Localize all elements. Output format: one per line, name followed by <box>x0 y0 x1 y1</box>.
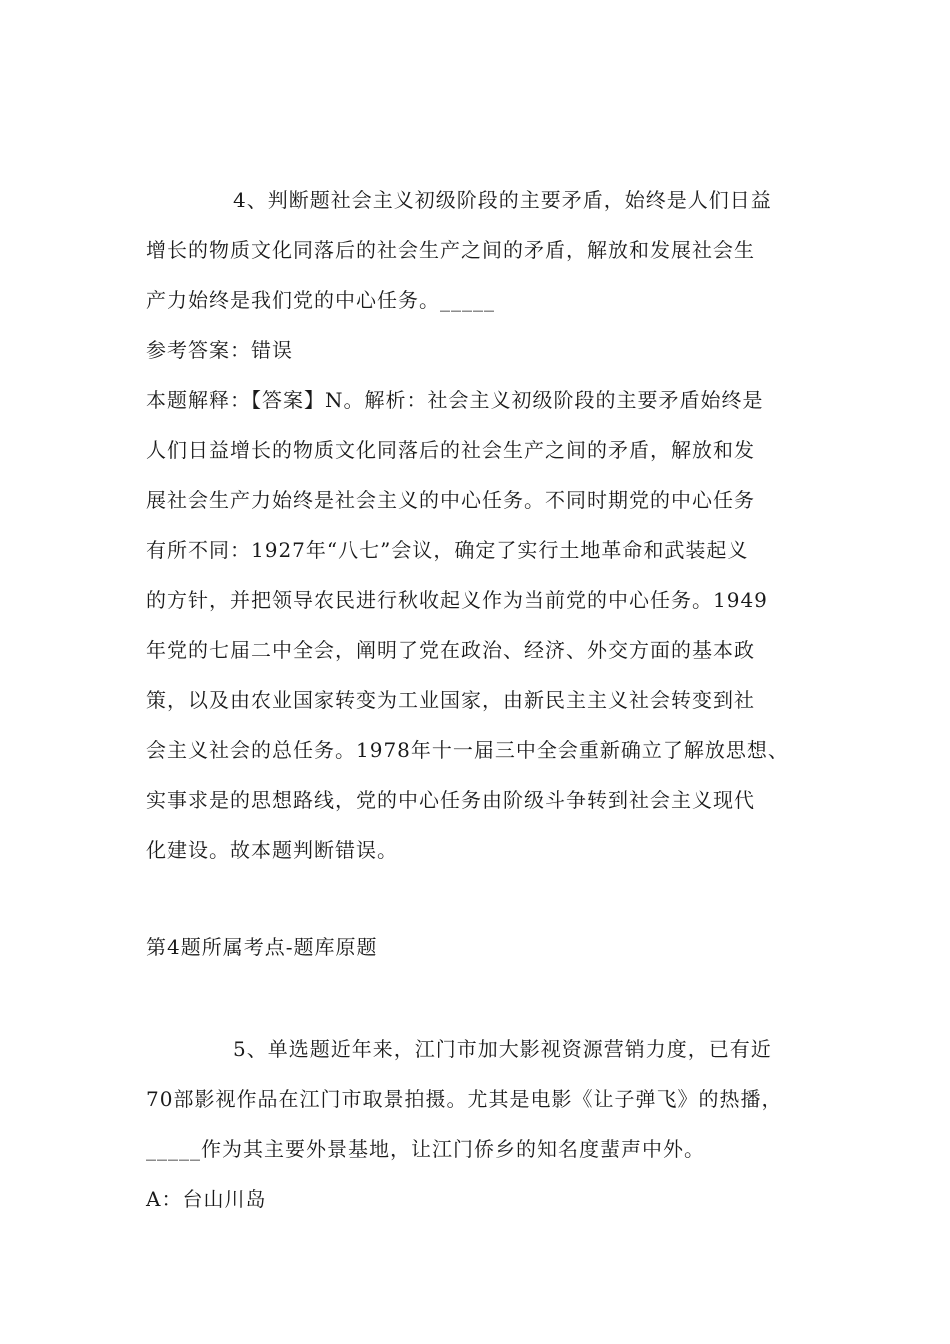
q4-explanation-line-6: 年党的七届二中全会，阐明了党在政治、经济、外交方面的基本政 <box>146 638 755 662</box>
q4-explanation-line-3: 展社会生产力始终是社会主义的中心任务。不同时期党的中心任务 <box>146 488 755 512</box>
q4-explanation-line-1: 本题解释：【答案】N。解析：社会主义初级阶段的主要矛盾始终是 <box>146 388 764 412</box>
q4-stem-line-3: 产力始终是我们党的中心任务。_____ <box>146 288 495 312</box>
q5-option-a: A：台山川岛 <box>146 1187 267 1211</box>
q4-answer: 参考答案：错误 <box>146 338 293 362</box>
q4-explanation-line-2: 人们日益增长的物质文化同落后的社会生产之间的矛盾，解放和发 <box>146 438 755 462</box>
q5-stem-line-1: 5、单选题近年来，江门市加大影视资源营销力度，已有近 <box>233 1037 772 1061</box>
q4-explanation-line-4: 有所不同：1927年“八七”会议，确定了实行土地革命和武装起义 <box>146 538 749 562</box>
q4-stem-line-1: 4、判断题社会主义初级阶段的主要矛盾，始终是人们日益 <box>233 188 772 212</box>
q4-explanation-line-7: 策，以及由农业国家转变为工业国家，由新民主主义社会转变到社 <box>146 688 755 712</box>
q5-stem-line-3: _____作为其主要外景基地，让江门侨乡的知名度蜚声中外。 <box>146 1137 705 1161</box>
q4-explanation-line-9: 实事求是的思想路线，党的中心任务由阶级斗争转到社会主义现代 <box>146 788 755 812</box>
q4-explanation-line-10: 化建设。故本题判断错误。 <box>146 838 398 862</box>
q4-explanation-line-8: 会主义社会的总任务。1978年十一届三中全会重新确立了解放思想、 <box>146 738 789 762</box>
q4-topic: 第4题所属考点-题库原题 <box>146 935 378 959</box>
q5-stem-line-2: 70部影视作品在江门市取景拍摄。尤其是电影《让子弹飞》的热播， <box>146 1087 783 1111</box>
q4-explanation-line-5: 的方针，并把领导农民进行秋收起义作为当前党的中心任务。1949 <box>146 588 768 612</box>
q4-stem-line-2: 增长的物质文化同落后的社会生产之间的矛盾，解放和发展社会生 <box>146 238 755 262</box>
